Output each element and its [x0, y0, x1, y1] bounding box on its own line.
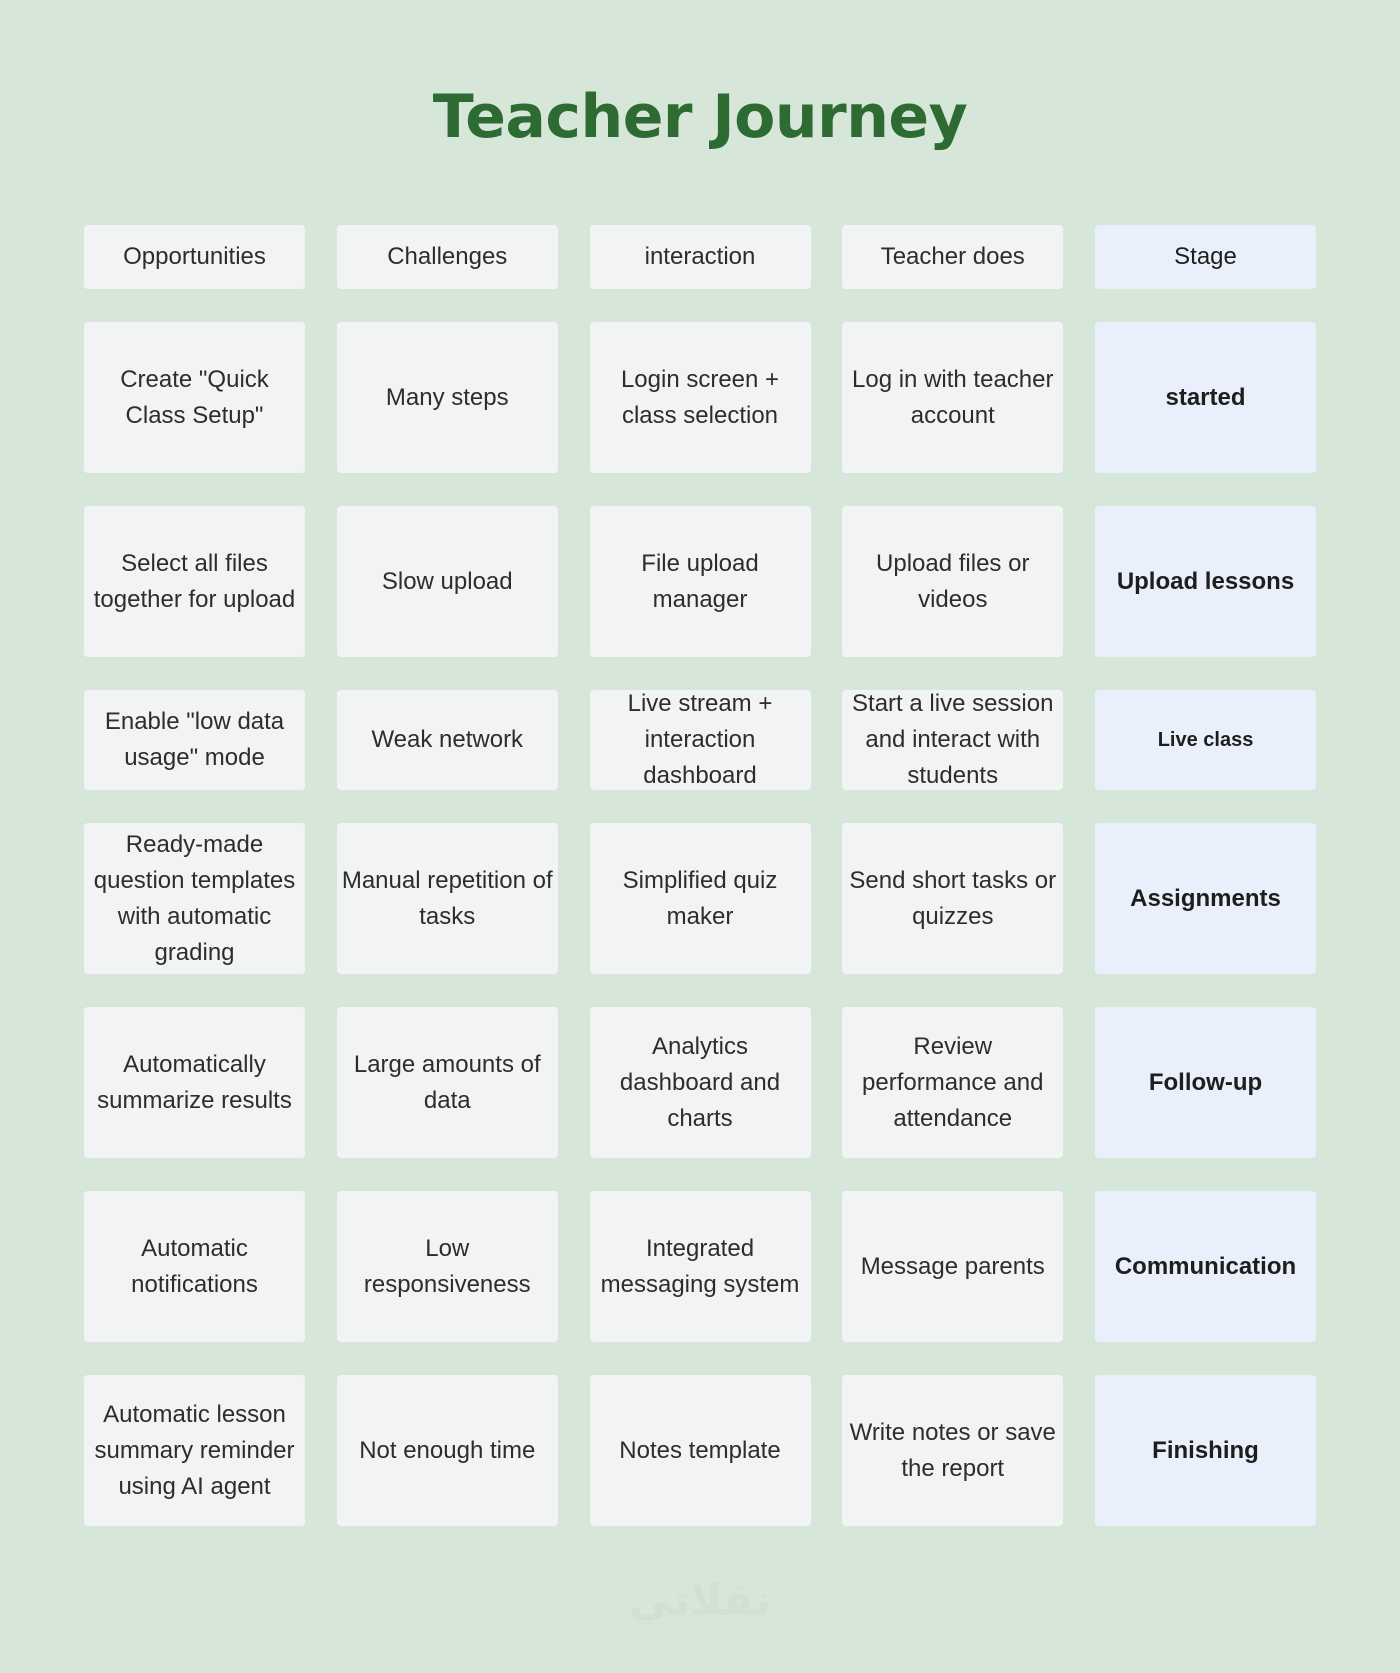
teacher-does-cell: Log in with teacher account — [842, 322, 1063, 473]
stage-cell: Assignments — [1095, 823, 1316, 974]
teacher-does-cell: Review performance and attendance — [842, 1007, 1063, 1158]
teacher-does-cell: Send short tasks or quizzes — [842, 823, 1063, 974]
stage-cell: Finishing — [1095, 1375, 1316, 1526]
stage-cell: started — [1095, 322, 1316, 473]
opportunity-cell: Automatically summarize results — [84, 1007, 305, 1158]
teacher-does-cell: Message parents — [842, 1191, 1063, 1342]
opportunity-cell: Enable "low data usage" mode — [84, 690, 305, 790]
teacher-does-cell: Start a live session and interact with students — [842, 690, 1063, 790]
challenge-cell: Many steps — [337, 322, 558, 473]
stage-cell: Upload lessons — [1095, 506, 1316, 657]
opportunity-cell: Ready-made question templates with automatic grading — [84, 823, 305, 974]
column-header-challenges: Challenges — [337, 225, 558, 289]
stage-cell: Live class — [1095, 690, 1316, 790]
interaction-cell: Live stream + interaction dashboard — [590, 690, 811, 790]
opportunity-cell: Create "Quick Class Setup" — [84, 322, 305, 473]
opportunity-cell: Automatic notifications — [84, 1191, 305, 1342]
opportunity-cell: Select all files together for upload — [84, 506, 305, 657]
journey-grid — [84, 225, 1316, 1526]
column-header-teacher-does: Teacher does — [842, 225, 1063, 289]
interaction-cell: Analytics dashboard and charts — [590, 1007, 811, 1158]
interaction-cell: Notes template — [590, 1375, 811, 1526]
stage-cell: Communication — [1095, 1191, 1316, 1342]
column-header-opportunities: Opportunities — [84, 225, 305, 289]
interaction-cell: Login screen + class selection — [590, 322, 811, 473]
challenge-cell: Manual repetition of tasks — [337, 823, 558, 974]
challenge-cell: Low responsiveness — [337, 1191, 558, 1342]
challenge-cell: Large amounts of data — [337, 1007, 558, 1158]
opportunity-cell: Automatic lesson summary reminder using AI agent — [84, 1375, 305, 1526]
teacher-does-cell: Upload files or videos — [842, 506, 1063, 657]
challenge-cell: Slow upload — [337, 506, 558, 657]
column-header-stage: Stage — [1095, 225, 1316, 289]
stage-cell: Follow-up — [1095, 1007, 1316, 1158]
interaction-cell: Integrated messaging system — [590, 1191, 811, 1342]
challenge-cell: Weak network — [337, 690, 558, 790]
interaction-cell: Simplified quiz maker — [590, 823, 811, 974]
column-header-interaction: interaction — [590, 225, 811, 289]
challenge-cell: Not enough time — [337, 1375, 558, 1526]
watermark-logo: نقلاتي — [628, 1575, 772, 1626]
teacher-does-cell: Write notes or save the report — [842, 1375, 1063, 1526]
interaction-cell: File upload manager — [590, 506, 811, 657]
page-title: Teacher Journey — [432, 82, 968, 152]
